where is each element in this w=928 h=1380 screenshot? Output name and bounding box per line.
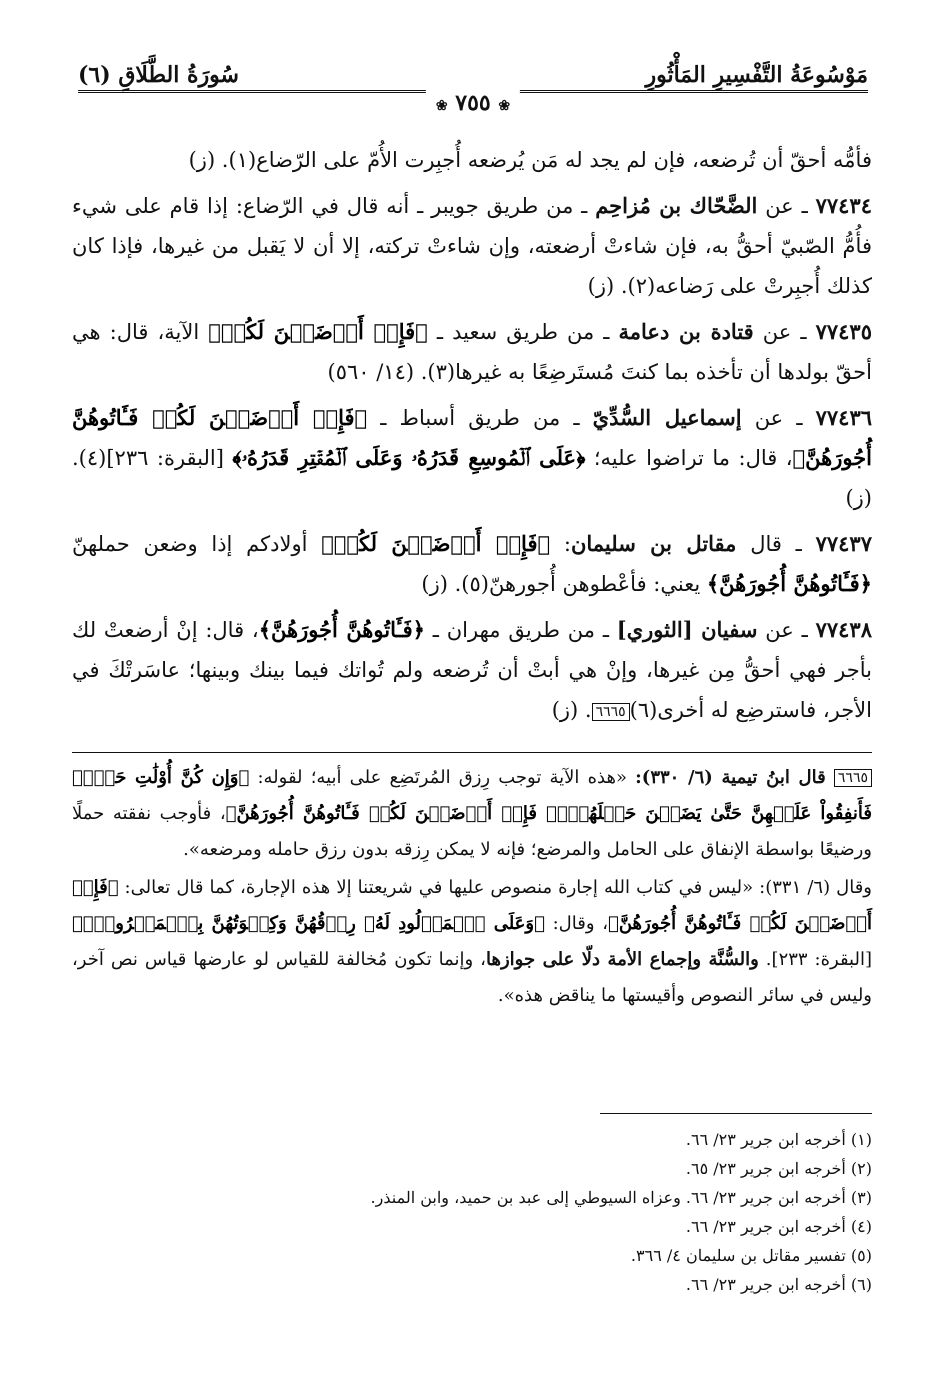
footnote-separator <box>600 1113 872 1114</box>
surah-label: سُورَةُ الطَّلَاقِ (٦) <box>78 62 239 88</box>
commentary-author: قال ابنُ تيمية (٦/ ٣٣٠): <box>635 767 826 788</box>
narration-77436 <box>72 398 872 518</box>
narration-chain: ـ من طريق أسباط ـ <box>367 406 593 430</box>
narration-prefix: ـ عن <box>753 320 816 344</box>
footnote-item: (٣) أخرجه ابن جرير ٢٣/ ٦٦. وعزاه السيوطي إلى عبد بن حميد، وابن المنذر. <box>370 1188 872 1207</box>
narrator-name: الضَّحّاك بن مُزاحِم <box>595 193 758 218</box>
commentary-notes <box>72 760 872 1016</box>
commentary-text: وقال (٦/ ٣٣١): «ليس في كتاب الله إجارة منصوص عليها في شريعتنا إلا هذه الإجارة، كما قال تعالى: <box>118 877 872 898</box>
commentary-ref-box[interactable]: ٦٦٦٥ <box>592 703 630 721</box>
narration-number: ٧٧٤٣٥ <box>815 319 872 344</box>
main-text <box>72 140 872 736</box>
footnote-item: (٦) أخرجه ابن جرير ٢٣/ ٦٦. <box>685 1275 872 1294</box>
quran-quote: ﴿عَلَى ٱلۡمُوسِعِ قَدَرُهُۥ وَعَلَى ٱلۡمُقۡتِرِ قَدَرُهُۥ﴾ <box>232 445 586 470</box>
narrator-name: قتادة بن دعامة <box>618 319 754 344</box>
footnotes <box>72 1125 872 1299</box>
quran-quote: ﴿وَإِن كُنَّ أُوْلَٰتِ حَمۡلٖ فَأَنفِقُواْ عَلَيۡهِنَّ حَتَّىٰ يَضَعۡنَ حَمۡلَهُنَّۚ فَإِنۡ أَرۡضَعۡنَ لَكُمۡ فَـَٔاتُوهُنَّ أُجُورَهُنَّ﴾ <box>72 767 873 824</box>
page-number <box>426 90 520 116</box>
narration-tail: . (ز) <box>551 698 592 722</box>
narration-number: ٧٧٤٣٧ <box>815 531 872 556</box>
narration-77437 <box>72 524 872 604</box>
section-separator <box>72 752 872 753</box>
narration-text: ، قال: إنْ أرضعتْ لك بأجر فهي أحقُّ مِن غيرها، وإنْ هي أبتْ أن تُرضعه ولم تُواتك فيما بينك وبينها؛ عاسَرتْكَ في الأجر، فاسترضِع له أخرى(٦) <box>72 618 872 722</box>
book-title: مَوْسُوعَةُ التَّفْسِيرِ المَأْثُورِ <box>645 62 868 88</box>
narrator-name: سفيان [الثوري] <box>616 617 758 642</box>
page-header <box>78 62 868 114</box>
footnote-item: (٥) تفسير مقاتل بن سليمان ٤/ ٣٦٦. <box>630 1246 872 1265</box>
narration-77438 <box>72 610 872 730</box>
ornament-right-icon: ❀ <box>498 98 511 114</box>
narration-prefix: ـ عن <box>757 618 816 642</box>
commentary-bold-text: والسُّنَّة وإجماع الأمة دلّا على جوازها <box>486 949 759 970</box>
narration-prefix: ـ قال <box>736 532 816 556</box>
narrator-name: إسماعيل السُّدِّيّ <box>592 405 742 430</box>
paragraph-continuation: فأمُّه أحقّ أن تُرضعه، فإن لم يجد له مَن يُرضعه أُجبِرت الأُمّ على الرّضاع(١). (ز) <box>188 148 872 172</box>
narration-chain: ـ من طريق سعيد ـ <box>427 320 619 344</box>
narration-number: ٧٧٤٣٤ <box>815 193 872 218</box>
commentary-text: ، فأوجب نفقته حملًا ورضيعًا بواسطة الإنفاق على الحامل والمرضع؛ فإنه لا يمكن رِزقه بدون رزق حامله ومرضعه». <box>72 803 872 860</box>
commentary-text: ، وقال: <box>544 913 609 934</box>
quran-quote: ﴿فَإِنۡ أَرۡضَعۡنَ لَكُمۡ فَـَٔاتُوهُنَّ أُجُورَهُنَّ﴾ <box>72 405 872 470</box>
quran-reference: [البقرة: ٢٣٣]. <box>758 949 872 970</box>
narration-chain: ـ من طريق مهران ـ <box>424 618 617 642</box>
commentary-text: ، وإنما تكون مُخالفة للقياس لو عارضها قياس نص آخر، وليس في سائر النصوص وأقيستها ما يناقض هذه». <box>72 949 872 1006</box>
commentary-number-box: ٦٦٦٥ <box>834 769 872 787</box>
narration-text: ـ من طريق جويبر ـ أنه قال في الرّضاع: إذا قام على شيء فأُمُّ الصّبيّ أحقُّ به، فإن شاءتْ أرضعته، وإن شاءتْ تركته، إلا أن لا يَقبل من غيرها، فإذا كان كذلك أُجبِرتْ على رَضاعه(٢). (ز) <box>72 194 872 298</box>
narration-middle: ، قال: ما تراضوا عليه؛ <box>585 446 793 470</box>
quran-quote: ﴿فَـَٔاتُوهُنَّ أُجُورَهُنَّ﴾ <box>706 571 872 596</box>
quran-quote: ﴿فَإِنۡ أَرۡضَعۡنَ لَكُمۡ﴾ <box>208 319 428 344</box>
narrator-name: مقاتل بن سليمان <box>570 531 737 556</box>
commentary-text: «هذه الآية توجب رِزق المُرتَضِع على أبيه؛ لقوله: <box>249 767 636 788</box>
narration-text: [البقرة: ٢٣٦](٤). (ز) <box>72 446 872 510</box>
commentary-ibn-taymiyya-2 <box>72 870 872 1014</box>
narration-text: الآية، قال: هي أحقّ بولدها أن تأخذه بما كنتَ مُستَرضِعًا به غيرها(٣). (١٤/ ٥٦٠) <box>72 320 872 384</box>
narration-77434 <box>72 186 872 306</box>
narration-text: يعني: فأعْطوهن أُجورهنّ(٥). (ز) <box>421 572 707 596</box>
footnote-item: (٤) أخرجه ابن جرير ٢٣/ ٦٦. <box>685 1217 872 1236</box>
narration-77435 <box>72 312 872 392</box>
footnote-item: (٢) أخرجه ابن جرير ٢٣/ ٦٥. <box>685 1159 872 1178</box>
quran-quote: ﴿فَإِنۡ أَرۡضَعۡنَ لَكُمۡ﴾ <box>321 531 551 556</box>
footnote-item: (١) أخرجه ابن جرير ٢٣/ ٦٦. <box>685 1130 872 1149</box>
narration-number: ٧٧٤٣٦ <box>815 405 873 430</box>
quran-quote: ﴿فَإِنۡ أَرۡضَعۡنَ لَكُمۡ فَـَٔاتُوهُنَّ أُجُورَهُنَّ﴾ <box>72 877 872 934</box>
narration-prefix: ـ عن <box>741 406 816 430</box>
commentary-ibn-taymiyya-1 <box>72 760 872 868</box>
ornament-left-icon: ❀ <box>435 98 448 114</box>
narration-chain: : <box>550 532 571 556</box>
quran-quote: ﴿فَـَٔاتُوهُنَّ أُجُورَهُنَّ﴾ <box>258 617 425 642</box>
page-number-value: ٧٥٥ <box>455 90 491 116</box>
narration-number: ٧٧٤٣٨ <box>815 617 872 642</box>
quran-quote: ﴿وَعَلَى ٱلۡمَوۡلُودِ لَهُۥ رِزۡقُهُنَّ وَكِسۡوَتُهُنَّ بِٱلۡمَعۡرُوفِۚ﴾ <box>72 913 545 934</box>
narration-prefix: ـ عن <box>757 194 816 218</box>
narration-middle: أولادكم إذا وضعن حملهنّ <box>72 532 322 556</box>
